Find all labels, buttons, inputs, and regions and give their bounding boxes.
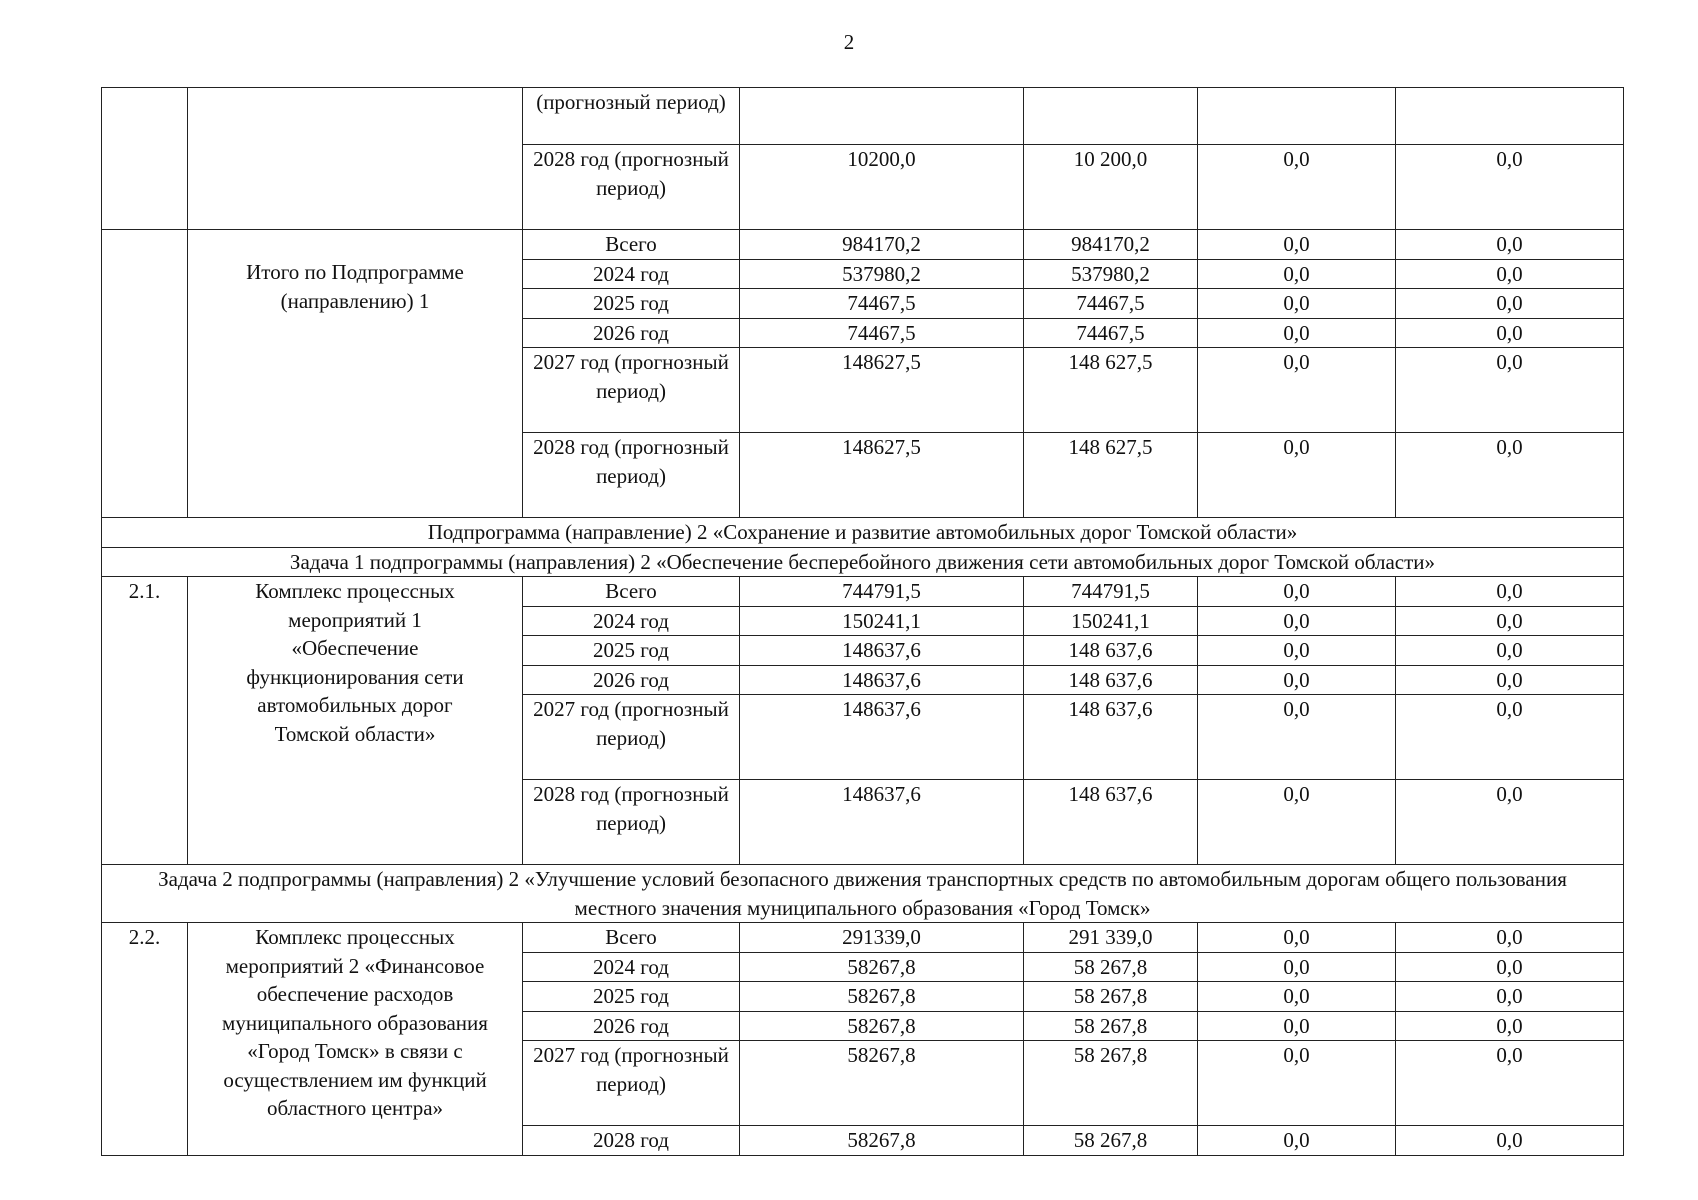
period-cell: 2027 год (прогнозный период) <box>523 1041 740 1126</box>
regional-budget-cell: 0,0 <box>1198 230 1396 260</box>
period-cell: 2028 год (прогнозный период) <box>523 145 740 230</box>
period-cell: 2028 год (прогнозный период) <box>523 433 740 518</box>
period-cell: Всего <box>523 577 740 607</box>
local-budget-cell: 58 267,8 <box>1024 952 1198 982</box>
total-cell: 148637,6 <box>740 636 1024 666</box>
item-number-cell: 2.1. <box>102 577 188 865</box>
regional-budget-cell: 0,0 <box>1198 289 1396 319</box>
federal-budget-cell: 0,0 <box>1396 433 1624 518</box>
local-budget-cell: 58 267,8 <box>1024 1041 1198 1126</box>
total-cell: 10200,0 <box>740 145 1024 230</box>
regional-budget-cell: 0,0 <box>1198 433 1396 518</box>
total-cell: 148627,5 <box>740 433 1024 518</box>
regional-budget-cell: 0,0 <box>1198 606 1396 636</box>
federal-budget-cell: 0,0 <box>1396 577 1624 607</box>
regional-budget-cell: 0,0 <box>1198 259 1396 289</box>
regional-budget-cell: 0,0 <box>1198 952 1396 982</box>
local-budget-cell: 74467,5 <box>1024 289 1198 319</box>
federal-budget-cell: 0,0 <box>1396 348 1624 433</box>
period-cell: 2026 год <box>523 1011 740 1041</box>
regional-budget-cell: 0,0 <box>1198 695 1396 780</box>
period-cell: (прогнозный период) <box>523 88 740 145</box>
local-budget-cell: 148 637,6 <box>1024 695 1198 780</box>
local-budget-cell: 74467,5 <box>1024 318 1198 348</box>
item-number-cell <box>102 88 188 230</box>
table-row <box>102 923 1624 953</box>
total-cell: 148637,6 <box>740 665 1024 695</box>
federal-budget-cell: 0,0 <box>1396 1011 1624 1041</box>
regional-budget-cell: 0,0 <box>1198 1041 1396 1126</box>
period-cell: 2028 год (прогнозный период) <box>523 780 740 865</box>
federal-budget-cell: 0,0 <box>1396 318 1624 348</box>
local-budget-cell: 148 627,5 <box>1024 348 1198 433</box>
total-cell: 537980,2 <box>740 259 1024 289</box>
period-cell: 2027 год (прогнозный период) <box>523 348 740 433</box>
total-cell: 148627,5 <box>740 348 1024 433</box>
total-cell: 58267,8 <box>740 1011 1024 1041</box>
federal-budget-cell: 0,0 <box>1396 1126 1624 1156</box>
table-row <box>102 577 1624 607</box>
regional-budget-cell: 0,0 <box>1198 1011 1396 1041</box>
local-budget-cell: 984170,2 <box>1024 230 1198 260</box>
period-cell: 2025 год <box>523 636 740 666</box>
item-number-cell: 2.2. <box>102 923 188 1156</box>
total-cell: 58267,8 <box>740 952 1024 982</box>
regional-budget-cell: 0,0 <box>1198 348 1396 433</box>
task-title: Задача 1 подпрограммы (направления) 2 «Обеспечение бесперебойного движения сети автомобильных дорог Томской области» <box>102 547 1624 577</box>
period-cell: Всего <box>523 230 740 260</box>
local-budget-cell: 58 267,8 <box>1024 1126 1198 1156</box>
total-cell: 74467,5 <box>740 318 1024 348</box>
local-budget-cell: 148 637,6 <box>1024 780 1198 865</box>
regional-budget-cell <box>1198 88 1396 145</box>
local-budget-cell <box>1024 88 1198 145</box>
federal-budget-cell: 0,0 <box>1396 259 1624 289</box>
period-cell: 2024 год <box>523 952 740 982</box>
period-cell: 2028 год <box>523 1126 740 1156</box>
local-budget-cell: 150241,1 <box>1024 606 1198 636</box>
budget-table <box>101 87 1624 1156</box>
federal-budget-cell: 0,0 <box>1396 230 1624 260</box>
table-row <box>102 518 1624 548</box>
task-title: Задача 2 подпрограммы (направления) 2 «Улучшение условий безопасного движения транспортных средств по автомобильным дорогам общего пользования местного значения муниципального образования «Город Томск» <box>102 865 1624 923</box>
page-number: 2 <box>843 30 855 54</box>
regional-budget-cell: 0,0 <box>1198 665 1396 695</box>
item-name-cell <box>188 88 523 230</box>
item-number-cell <box>102 230 188 518</box>
federal-budget-cell: 0,0 <box>1396 289 1624 319</box>
federal-budget-cell: 0,0 <box>1396 780 1624 865</box>
federal-budget-cell: 0,0 <box>1396 982 1624 1012</box>
regional-budget-cell: 0,0 <box>1198 318 1396 348</box>
total-cell: 58267,8 <box>740 1041 1024 1126</box>
total-cell: 58267,8 <box>740 1126 1024 1156</box>
total-cell: 744791,5 <box>740 577 1024 607</box>
regional-budget-cell: 0,0 <box>1198 145 1396 230</box>
total-cell: 74467,5 <box>740 289 1024 319</box>
regional-budget-cell: 0,0 <box>1198 780 1396 865</box>
local-budget-cell: 148 637,6 <box>1024 665 1198 695</box>
total-cell: 984170,2 <box>740 230 1024 260</box>
local-budget-cell: 537980,2 <box>1024 259 1198 289</box>
regional-budget-cell: 0,0 <box>1198 577 1396 607</box>
federal-budget-cell: 0,0 <box>1396 695 1624 780</box>
regional-budget-cell: 0,0 <box>1198 636 1396 666</box>
federal-budget-cell: 0,0 <box>1396 665 1624 695</box>
table-row <box>102 547 1624 577</box>
item-name-cell: Комплекс процессных мероприятий 2 «Финансовое обеспечение расходов муниципального образования «Город Томск» в связи с осуществлением им функций областного центра» <box>188 923 523 1156</box>
period-cell: 2024 год <box>523 606 740 636</box>
total-cell: 148637,6 <box>740 780 1024 865</box>
federal-budget-cell <box>1396 88 1624 145</box>
local-budget-cell: 291 339,0 <box>1024 923 1198 953</box>
local-budget-cell: 10 200,0 <box>1024 145 1198 230</box>
regional-budget-cell: 0,0 <box>1198 1126 1396 1156</box>
period-cell: 2026 год <box>523 665 740 695</box>
period-cell: Всего <box>523 923 740 953</box>
period-cell: 2024 год <box>523 259 740 289</box>
federal-budget-cell: 0,0 <box>1396 923 1624 953</box>
regional-budget-cell: 0,0 <box>1198 923 1396 953</box>
local-budget-cell: 148 627,5 <box>1024 433 1198 518</box>
local-budget-cell: 58 267,8 <box>1024 1011 1198 1041</box>
subprogram-title: Подпрограмма (направление) 2 «Сохранение и развитие автомобильных дорог Томской области» <box>102 518 1624 548</box>
total-cell: 148637,6 <box>740 695 1024 780</box>
total-cell: 291339,0 <box>740 923 1024 953</box>
federal-budget-cell: 0,0 <box>1396 606 1624 636</box>
total-cell <box>740 88 1024 145</box>
total-cell: 58267,8 <box>740 982 1024 1012</box>
period-cell: 2026 год <box>523 318 740 348</box>
table-row <box>102 230 1624 260</box>
local-budget-cell: 148 637,6 <box>1024 636 1198 666</box>
regional-budget-cell: 0,0 <box>1198 982 1396 1012</box>
local-budget-cell: 744791,5 <box>1024 577 1198 607</box>
subtotal-name-cell: Итого по Подпрограмме (направлению) 1 <box>188 230 523 518</box>
item-name-cell: Комплекс процессных мероприятий 1 «Обеспечение функционирования сети автомобильных дорог Томской области» <box>188 577 523 865</box>
table-row <box>102 88 1624 145</box>
period-cell: 2025 год <box>523 289 740 319</box>
federal-budget-cell: 0,0 <box>1396 145 1624 230</box>
federal-budget-cell: 0,0 <box>1396 952 1624 982</box>
period-cell: 2027 год (прогнозный период) <box>523 695 740 780</box>
total-cell: 150241,1 <box>740 606 1024 636</box>
table-row <box>102 865 1624 923</box>
federal-budget-cell: 0,0 <box>1396 1041 1624 1126</box>
federal-budget-cell: 0,0 <box>1396 636 1624 666</box>
local-budget-cell: 58 267,8 <box>1024 982 1198 1012</box>
period-cell: 2025 год <box>523 982 740 1012</box>
